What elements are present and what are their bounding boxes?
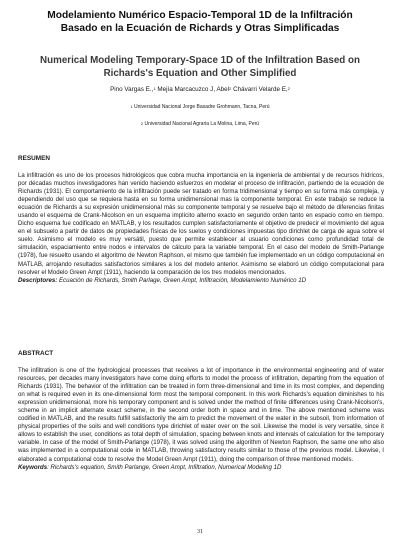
page-number: 31 — [197, 529, 203, 535]
affiliation-1-sup: 1 — [130, 104, 133, 109]
affiliation-2-text: Universidad Nacional Agraria La Molina, Lima, Perú — [143, 121, 260, 127]
abstract-text: The infiltration is one of the hydrological processes that receives a lot of importance in the environmental engineering and of water resources, per decades many investigators have come doing efforts to model the process of infiltration, departing from the equation of Richards (1931). The behavior of the infiltration can be treated in form three-dimensional and time in its most complex, and depending on what is required even in its one-dimensional form most the temporal component. In this work Richards's equation diminishes to his expression unidimensional, more his temporary component and is solved under the method of finite differences using Crank-Nicolson's, scheme in an implicit alternate exact scheme, in the second order both in space and in time. The above mentioned scheme was codified in MATLAB, and the results fulfill satisfactorily the aim to predict the movement of the water in the subsoil, from information of physical properties of the soils and well conditions type dirichlet of water over on the soil. Likewise the model is very versatile, since it allows to establish the user, conditions as total depth of simulation, spacing between knots and intervals of calculation for the temporary variable. In case of the model of Smith-Parlange (1978), it was solved using the algorithm of Newton Raphson, the same one who also was implemented in a computational code in MATLAB, throwing satisfactory results similar to those of the previous model. Likewise, I elaborated a computational code to resolve the Model Green Ampt (1911), doing the comparison of three mentioned models. — [18, 367, 384, 463]
abstract-heading: ABSTRACT — [18, 350, 54, 357]
resumen-body — [18, 172, 384, 285]
english-title-line-2: Richards's Equation and Other Simplified — [103, 68, 297, 79]
author-list — [20, 85, 380, 94]
spanish-title-line-1: Modelamiento Numérico Espacio-Temporal 1D de la Infiltración — [47, 10, 353, 21]
english-title — [20, 54, 380, 80]
abstract-body — [18, 367, 384, 472]
descriptores-text: Ecuación de Richards, Smith Parlage, Green Ampt, Infiltración, Modelamiento Numérico 1D — [57, 276, 307, 284]
author-text-3: Chávarri Velarde E, — [231, 86, 288, 93]
author-sup-3: 2 — [287, 86, 290, 91]
spanish-title-line-2: Basado en la Ecuación de Richards y Otras Simplificadas — [60, 23, 340, 34]
keywords-label: Keywords — [18, 463, 48, 471]
author-text-2: Mejía Marcacuzco J, Abel — [155, 86, 230, 93]
affiliation-1-text: Universidad Nacional Jorge Basadre Grohmann, Tacna, Perú — [132, 104, 270, 110]
author-text-1: Pino Vargas E., — [110, 86, 154, 93]
resumen-text: La infiltración es uno de los procesos hidrológicos que cobra mucha importancia en la ingeniería de ambiental y de recursos hídricos, por décadas muchos investigadores han venido haciendo esfuerzos en modelar el proceso de infiltración, partiendo de la ecuación de Richards (1931). El comportamiento de la infiltración puede ser tratado en forma tridimensional y tiempo en su forma más compleja, y dependiendo del uso que se requiera hasta en su forma unidimensional mas la componente temporal. En este trabajo se reduce la ecuación de Richards a su expresión unidimensional más su componente temporal y se resuelve bajo el método de diferencias finitas usando el esquema de Crank-Nicolson en un esquema implícito alterno exacto en segundo orden tanto en espacio como en tiempo. Dicho esquema fue codificado en MATLAB, y los resultados cumplen satisfactoriamente el objetivo de predecir el movimiento del agua en el subsuelo a partir de datos de propiedades físicas de los suelos y condiciones impuestas tipo dirichlet de carga de agua sobre el suelo. Asimismo el modelo es muy versátil, puesto que permite establecer al usuario condiciones como profundidad total de simulación, espaciamiento entre nodos e intervalos de cálculo para la variable temporal. En el caso del modelo de Smith-Parlange (1978), fue resuelto usando el algoritmo de Newton Raphson, el mismo que también fue implementado en un código computacional en MATLAB, arrojando resultados satisfactorios similares a los del modelo anterior. Asimismo se elaboró un código computacional para resolver el Modelo Green Ampt (1911), haciendo la comparación de los tres modelos mencionados. — [18, 172, 384, 276]
affiliation-2 — [20, 121, 380, 128]
resumen-heading: RESUMEN — [18, 155, 50, 162]
affiliation-1 — [20, 104, 380, 111]
keywords-text: : Richards's equation, Smith Parlange, Green Ampt, Infiltration, Numerical Modeling 1D — [47, 463, 282, 471]
author-sup-1: 1 — [153, 86, 156, 91]
english-title-line-1: Numerical Modeling Temporary-Space 1D of the Infiltration Based on — [40, 55, 360, 66]
spanish-title — [20, 9, 380, 35]
affiliation-2-sup: 2 — [140, 121, 144, 126]
descriptores-label: Descriptores: — [18, 276, 58, 284]
author-sup-2: 2 — [229, 86, 232, 91]
